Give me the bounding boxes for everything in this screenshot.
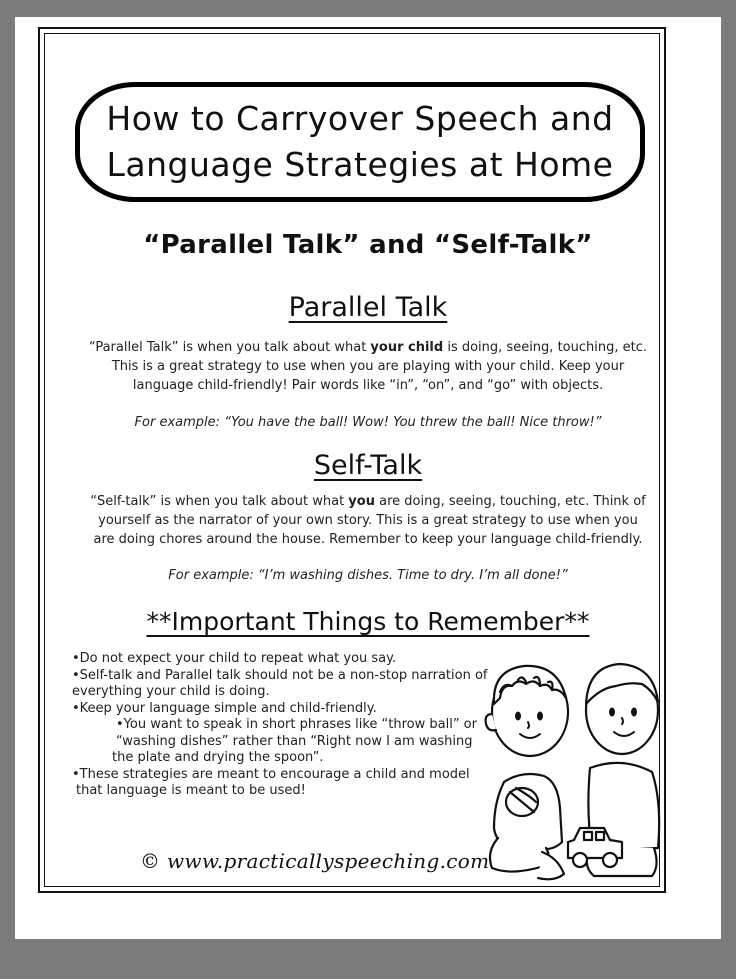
parallel-line-1-end: is doing, seeing, touching, etc. <box>443 340 647 355</box>
page-subtitle: “Parallel Talk” and “Self-Talk” <box>143 230 593 260</box>
bullet-1: •Do not expect your child to repeat what you say. <box>72 651 397 666</box>
important-heading <box>0 607 736 636</box>
bullet-5-line-2: that language is meant to be used! <box>76 783 306 798</box>
title-banner <box>75 82 645 202</box>
kids-playing-illustration <box>482 652 662 884</box>
title-line-2: Language Strategies at Home <box>106 145 614 184</box>
bullet-3: •Keep your language simple and child-friendly. <box>72 700 377 716</box>
parallel-line-3: language child-friendly! Pair words like “in”, “on”, and “go” with objects. <box>132 378 604 393</box>
parallel-emphasis: your child <box>370 340 444 355</box>
bullet-4-line-3: the plate and drying the spoon”. <box>112 750 324 765</box>
parallel-line-1-start: “Parallel Talk” is when you talk about what <box>89 340 371 355</box>
parallel-line-1 <box>62 338 674 357</box>
self-emphasis: you <box>348 494 375 509</box>
self-line-3: are doing chores around the house. Remember to keep your language child-friendly. <box>93 532 643 547</box>
bullet-2-line-2: everything your child is doing. <box>72 684 270 699</box>
copyright-line <box>140 849 489 873</box>
parallel-talk-example: For example: “You have the ball! Wow! You threw the ball! Nice throw!” <box>134 415 602 430</box>
parallel-talk-paragraph <box>62 338 674 395</box>
self-line-1 <box>62 492 674 511</box>
bullet-4-line-2: “washing dishes” rather than “Right now I am washing <box>116 733 473 749</box>
important-bullet-list <box>72 651 512 800</box>
self-line-1-end: are doing, seeing, touching, etc. Think of <box>374 494 646 509</box>
self-talk-example: For example: “I’m washing dishes. Time to dry. I’m all done!” <box>168 568 568 583</box>
self-talk-heading-text: Self-Talk <box>313 450 423 481</box>
title-line-1: How to Carryover Speech and <box>106 99 614 138</box>
parallel-talk-heading-text: Parallel Talk <box>288 292 448 323</box>
bullet-5-line-1: •These strategies are meant to encourage a child and model <box>72 766 470 782</box>
self-talk-paragraph <box>62 492 674 549</box>
copyright-symbol: © <box>140 849 161 873</box>
website-text: www.practicallyspeeching.com <box>166 849 490 873</box>
parallel-line-2: This is a great strategy to use when you are playing with your child. Keep your <box>111 359 625 374</box>
parallel-talk-heading <box>0 292 736 323</box>
self-line-1-start: “Self-talk” is when you talk about what <box>90 494 349 509</box>
self-line-2: yourself as the narrator of your own story. This is a great strategy to use when you <box>98 513 638 528</box>
self-talk-heading <box>0 450 736 481</box>
bullet-4-line-1: •You want to speak in short phrases like “throw ball” or <box>116 717 477 732</box>
important-heading-text: **Important Things to Remember** <box>146 607 590 636</box>
bullet-2-line-1: •Self-talk and Parallel talk should not be a non-stop narration of <box>72 667 488 683</box>
